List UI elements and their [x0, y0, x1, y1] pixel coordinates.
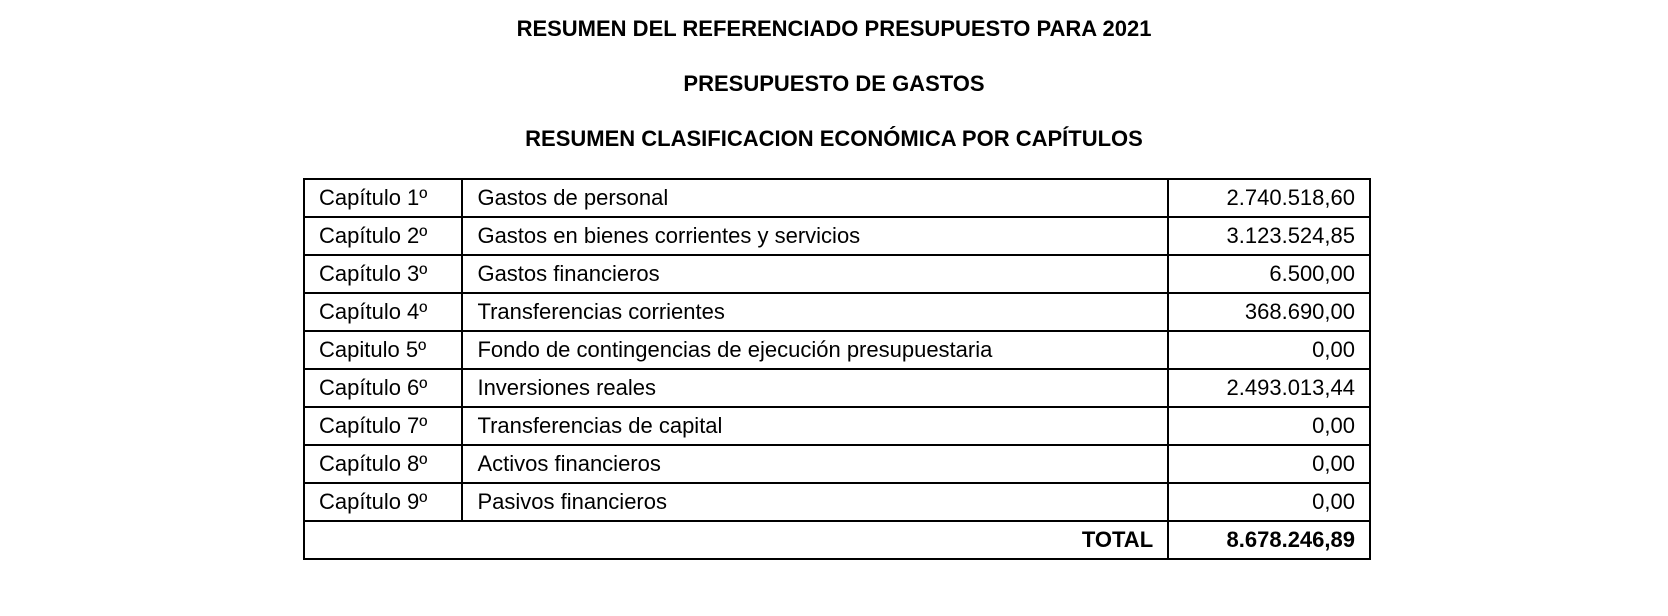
chapter-cell: Capítulo 8º [304, 445, 462, 483]
chapter-cell: Capítulo 3º [304, 255, 462, 293]
description-cell: Gastos de personal [462, 179, 1168, 217]
table-row [304, 369, 1370, 407]
amount-cell: 368.690,00 [1168, 293, 1370, 331]
amount-cell: 2.740.518,60 [1168, 179, 1370, 217]
table-row [304, 293, 1370, 331]
chapter-cell: Capítulo 7º [304, 407, 462, 445]
amount-cell: 0,00 [1168, 445, 1370, 483]
chapter-cell: Capítulo 9º [304, 483, 462, 521]
table-row [304, 255, 1370, 293]
amount-cell: 3.123.524,85 [1168, 217, 1370, 255]
table-row [304, 483, 1370, 521]
description-cell: Gastos financieros [462, 255, 1168, 293]
document-title: RESUMEN DEL REFERENCIADO PRESUPUESTO PARA 2021 [516, 16, 1152, 41]
chapter-cell: Capítulo 6º [304, 369, 462, 407]
section-title: RESUMEN CLASIFICACION ECONÓMICA POR CAPÍTULOS [525, 126, 1143, 151]
amount-cell: 6.500,00 [1168, 255, 1370, 293]
table-row [304, 407, 1370, 445]
description-cell: Activos financieros [462, 445, 1168, 483]
table-row [304, 331, 1370, 369]
chapter-cell: Capítulo 2º [304, 217, 462, 255]
document-subtitle: PRESUPUESTO DE GASTOS [683, 71, 985, 96]
table-row [304, 445, 1370, 483]
description-cell: Inversiones reales [462, 369, 1168, 407]
budget-summary-table [303, 178, 1371, 560]
description-cell: Pasivos financieros [462, 483, 1168, 521]
chapter-cell: Capítulo 4º [304, 293, 462, 331]
description-cell: Fondo de contingencias de ejecución presupuestaria [462, 331, 1168, 369]
total-row [304, 521, 1370, 559]
amount-cell: 0,00 [1168, 407, 1370, 445]
description-cell: Gastos en bienes corrientes y servicios [462, 217, 1168, 255]
amount-cell: 0,00 [1168, 483, 1370, 521]
total-amount: 8.678.246,89 [1168, 521, 1370, 559]
amount-cell: 0,00 [1168, 331, 1370, 369]
description-cell: Transferencias corrientes [462, 293, 1168, 331]
description-cell: Transferencias de capital [462, 407, 1168, 445]
chapter-cell: Capitulo 5º [304, 331, 462, 369]
table-row [304, 217, 1370, 255]
budget-table-body [304, 179, 1370, 559]
chapter-cell: Capítulo 1º [304, 179, 462, 217]
amount-cell: 2.493.013,44 [1168, 369, 1370, 407]
table-row [304, 179, 1370, 217]
total-label: TOTAL [304, 521, 1168, 559]
